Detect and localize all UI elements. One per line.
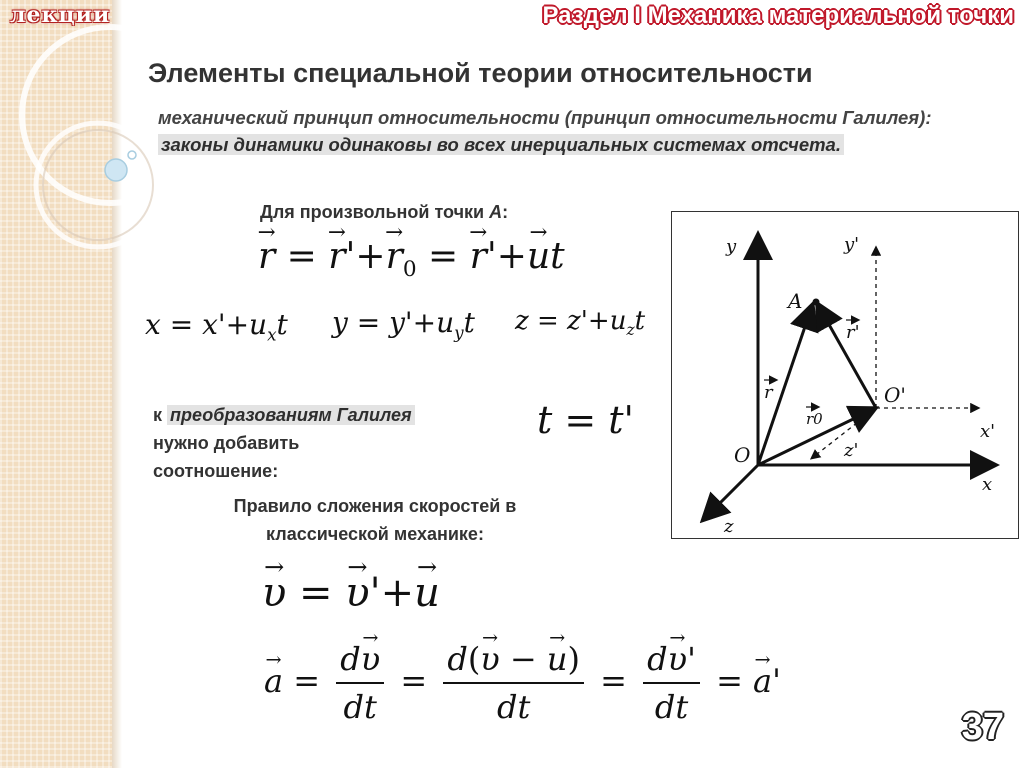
section-title: Раздел I Механика материальной точки	[542, 2, 1014, 29]
formula-z-transform: $z = z'+u_zt$	[515, 306, 646, 340]
page-number: 37	[961, 706, 1004, 748]
formula-acceleration: → a = $\frac{d\to \upsilon}{dt}$ = $\frac{d(\to \upsilon - \to u)}{dt}$ = $\frac{d\to \upsilon'}{dt}$ = → a'	[264, 640, 781, 726]
point-label: Для произвольной точки A:	[260, 202, 509, 222]
label-r: r	[764, 382, 773, 403]
label-z-prime: z'	[844, 440, 859, 461]
point-variable: A	[489, 202, 503, 222]
label-y: y	[726, 236, 737, 257]
label-origin-prime: O'	[884, 383, 906, 407]
axis-z	[704, 465, 758, 519]
label-x-prime: x'	[980, 421, 996, 442]
point-a-marker	[813, 299, 820, 306]
slide-title: Элементы специальной теории относительности	[148, 58, 813, 88]
label-y-prime: y'	[844, 234, 860, 255]
galileo-highlight: преобразованиям Галилея	[167, 405, 415, 425]
reference-frames-diagram	[671, 211, 1019, 539]
principle-statement: законы динамики одинаковы во всех инерциальных системах отсчета.	[158, 134, 844, 155]
label-r-prime: r'	[846, 322, 860, 343]
velocity-rule-text: Правило сложения скоростей в классической механике:	[233, 496, 517, 544]
label-point-a: A	[788, 289, 803, 313]
formula-x-transform: $x = x'+u_xt$	[145, 308, 288, 345]
principle-paragraph	[158, 104, 938, 158]
label-r0: r0	[806, 410, 823, 428]
label-origin: O	[734, 443, 751, 467]
label-x: x	[982, 474, 993, 495]
lectures-label: лекции	[10, 2, 111, 28]
formula-radius-vector: → r = → $r'+\to r_0$ = → r'+→ ut	[258, 236, 565, 282]
formula-velocity-sum: → υ = → υ'+→ u	[262, 570, 440, 616]
principle-intro: механический принцип относительности (принцип относительности Галилея):	[158, 107, 932, 128]
formula-time-transform: t = t'	[537, 398, 634, 442]
label-z: z	[724, 516, 734, 537]
galileo-note: к преобразованиям Галилея нужно добавить соотношение:	[153, 401, 493, 485]
formula-y-transform: $y = y'+u_yt$	[332, 306, 475, 343]
